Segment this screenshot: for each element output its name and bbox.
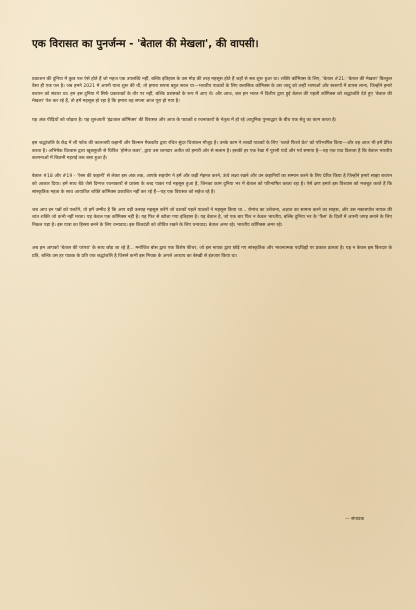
- paragraph-5: जब आप इन पन्नों को पलटेंगे, तो हमें उम्मीद है कि आप वही उत्साह महसूस करेंगे जो दशकों पहले पाठकों ने महसूस किया था... रोमांच का उत्तेजना, अज्ञात का सामना करने का साहस, और उस नकाबपोश नायक की शांत शक्ति जो कभी नहीं मरता। यह केवल एक कॉमिक्स नहीं है। यह फिर से खोजा गया इतिहास है। यह बेताल है, जो एक बार फिर न केवल भारतीय, बल्कि दुनिया भर के 'फैंस' के दिलों में अपनी जगह बनाने के लिए निकल पड़ा है। इस यात्रा का हिस्सा बनने के लिए धन्यवाद। इस किंवदंती को जीवित रखने के लिए धन्यवाद। बेताल अमर रहे। भारतीय कॉमिक्स अमर रहे।: [32, 207, 392, 228]
- paragraph-1: प्रकाशन की दुनिया में कुछ पल ऐसे होते हैं जो महज एक उपलब्धि नहीं, बल्कि इतिहास के उस मोड़ की तरह महसूस होते हैं जहाँ से सब शुरू हुआ था। शक्ति कॉमिक्स के लिए, 'बेताल #21: 'बेताल की मेखला' बिल्कुल वैसा ही एक पल है। जब हमने 2021 में अपनी यात्रा शुरू की थी, तो हमारा सपना बहुत सरल था—भारतीय पाठकों के लिए क्लासिक कॉमिक्स के उस जादू को उन्हीं भाषाओं और स्वरूपों में वापस लाना, जिन्होंने हमारे बचपन को संवारा था। हम इस दुनिया में सिर्फ प्रकाशकों के तौर पर नहीं, बल्कि प्रशंसकों के रूप में आए थे। और आज, जब हम भारत में दिलीप द्वारा हुई बेताल की पहली कॉमिक्स को श्रद्धांजलि देते हुए 'बेताल की मेखला' पेश कर रहे हैं, तो हमें महसूस हो रहा है कि हमारा वह सपना आज पूरा हो गया है।: [32, 76, 392, 105]
- paragraph-3: इस श्रद्धांजलि के केंद्र में ली फॉक की कालजयी कहानी और विल्सन मैककॉय द्वारा रचित सुंदर चित्रांकन मौजूद है। उनके काम ने लाखों पाठकों के लिए 'चलते फिरते प्रेत' को परिभाषित किया—और वह आज भी हमें प्रेरित करता है। अभिषेक विश्वास द्वारा खूबसूरती से चित्रित 'होमेज कवर', द्वारा उस शानदार अतीत को हमारी ओर से सलाम है। इसकी हर एक रेखा में पुरानी यादें और गर्व समाया है—यह एक याद दिलाता है कि बेताल भारतीय कल्पनाओं में कितनी गहराई तक बसा हुआ है।: [32, 141, 392, 162]
- paragraph-6: अब हम आपको 'बेताल की परंपरा' के साथ छोड़ जा रहे हैं... मनोजित बोस द्वारा एक विशेष फीचर, जो इस नायक द्वारा छोड़े गए सांस्कृतिक और भावनात्मक पदचिह्नों पर प्रकाश डालता है। यह न केवल इस किरदार के प्रति, बल्कि उस हर पाठक के प्रति एक श्रद्धांजलि है जिसने कभी इस मिथक के अगले अध्याय का बेसब्री से इंतजार किया था।: [32, 246, 392, 260]
- page-title: एक विरासत का पुनर्जन्म - 'बेताल की मेखला', की वापसी।: [32, 38, 259, 50]
- paragraph-2: यह अंक पीढ़ियों को जोड़ता है। यह शुरुआती 'इंद्रजाल कॉमिक्स' की विरासत और आज के पाठकों व रचनाकारों के नेतृत्व में हो रहे आधुनिक पुनरुद्धार के बीच एक सेतु का काम करता है।: [32, 117, 337, 123]
- editor-signoff: — संपादक: [345, 517, 364, 522]
- paragraph-4: बेताल #18 और #19 - 'रेस्स की कहानी' से लेकर इस अंक तक, आपके सहयोग ने हमें और कड़ी मेहनत करने, ऊंचे लक्ष्य रखने और उन कहानियों का सम्मान करने के लिए प्रेरित किया है जिन्होंने हमारे साझा बचपन को आकार दिया। हमें साथ बैठे जैसे दिग्गज रचनाकारों से प्रशंसा के शब्द पाकर गर्व महसूस हुआ है, जिनका काम दुनिया भर में बेताल को परिभाषित करता रहा है। ऐसे क्षण हमारे इस विश्वास को मजबूत करते हैं कि सांस्कृतिक महत्व के साथ आयातित शक्ति कॉमिक्स प्रकाशित नहीं कर रहे हैं—यह एक विरासत को सहेज रहे हैं।: [32, 174, 392, 195]
